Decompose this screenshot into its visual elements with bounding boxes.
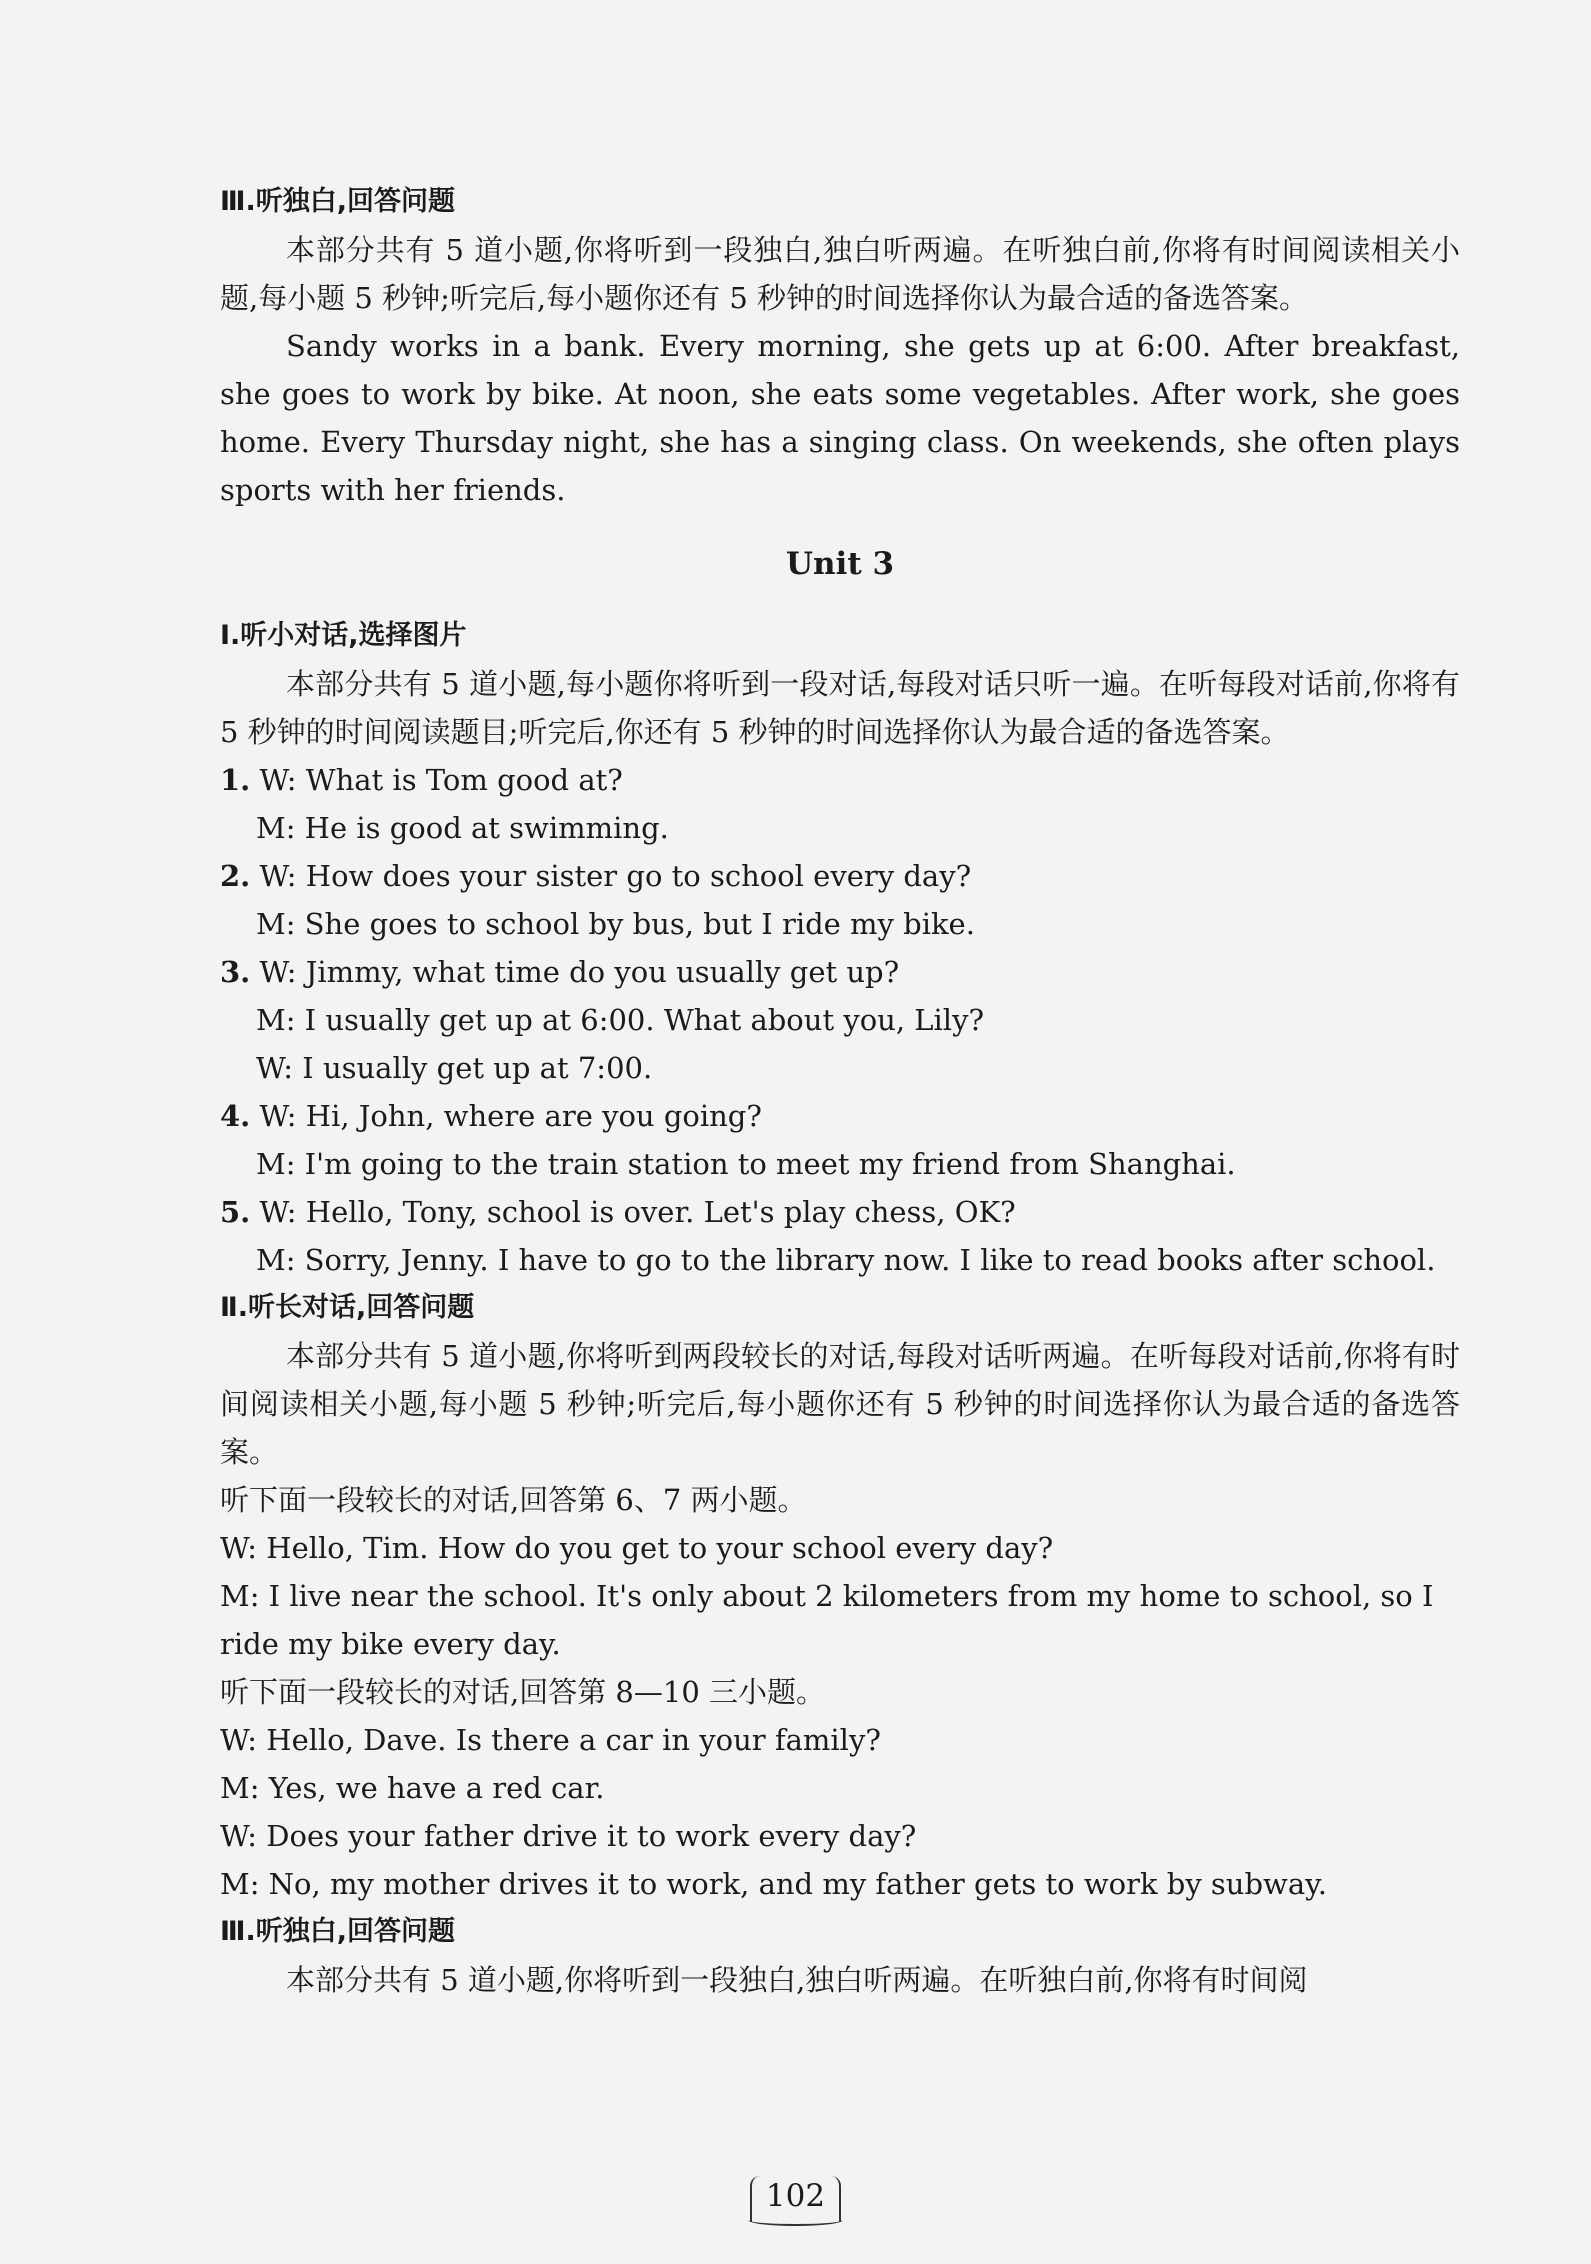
part3-instruction: 本部分共有 5 道小题,你将听到一段独白,独白听两遍。在听独白前,你将有时间阅 bbox=[286, 1963, 1308, 1997]
dialogue-4 bbox=[220, 1092, 1460, 1188]
dialogue-line: W: I usually get up at 7:00. bbox=[256, 1051, 653, 1085]
dialog2-intro: 听下面一段较长的对话,回答第 8—10 三小题。 bbox=[220, 1675, 826, 1709]
dialogue-line: M: No, my mother drives it to work, and my father gets to work by subway. bbox=[220, 1867, 1327, 1901]
dialogue-5 bbox=[220, 1188, 1460, 1284]
dialogue-line: M: I live near the school. It's only about 2 kilometers from my home to school, so I ride my bike every day. bbox=[220, 1579, 1434, 1661]
dialogue-line: M: I'm going to the train station to meet my friend from Shanghai. bbox=[256, 1147, 1236, 1181]
dialogue-line: M: He is good at swimming. bbox=[256, 811, 669, 845]
section-heading: Ⅲ.听独白,回答问题 bbox=[220, 186, 456, 217]
dialogue-line: W: Hi, John, where are you going? bbox=[259, 1099, 762, 1133]
unit-title: Unit 3 bbox=[785, 546, 895, 582]
page-footer bbox=[0, 2176, 1591, 2222]
dialogue-line: W: Does your father drive it to work every day? bbox=[220, 1819, 917, 1853]
dialogue-line: W: Hello, Dave. Is there a car in your family? bbox=[220, 1723, 881, 1757]
page-content bbox=[220, 178, 1460, 2004]
dialogue-1 bbox=[220, 756, 1460, 852]
monologue-passage: Sandy works in a bank. Every morning, she gets up at 6:00. After breakfast, she goes to work by bike. At noon, she eats some vegetables. After work, she goes home. Every Thursday night, she has a singing class. On weekends, she often plays sports with her friends. bbox=[220, 329, 1460, 507]
dialogue-3 bbox=[220, 948, 1460, 1092]
page-number: 102 bbox=[750, 2176, 841, 2222]
dialogue-line: M: Yes, we have a red car. bbox=[220, 1771, 605, 1805]
part2-instruction: 本部分共有 5 道小题,你将听到两段较长的对话,每段对话听两遍。在听每段对话前,你将有时间阅读相关小题,每小题 5 秒钟;听完后,每小题你还有 5 秒钟的时间选择你认为最合适的备选答案。 bbox=[220, 1339, 1460, 1469]
dialogue-line: W: What is Tom good at? bbox=[259, 763, 623, 797]
question-number: 4. bbox=[220, 1099, 251, 1133]
part1-heading: Ⅰ.听小对话,选择图片 bbox=[220, 620, 467, 651]
dialogue-line: W: Jimmy, what time do you usually get up? bbox=[259, 955, 900, 989]
question-number: 3. bbox=[220, 955, 251, 989]
dialogue-line: M: I usually get up at 6:00. What about you, Lily? bbox=[256, 1003, 985, 1037]
question-number: 1. bbox=[220, 763, 251, 797]
dialog1-intro: 听下面一段较长的对话,回答第 6、7 两小题。 bbox=[220, 1483, 807, 1517]
part2-heading: Ⅱ.听长对话,回答问题 bbox=[220, 1292, 475, 1323]
dialogue-2 bbox=[220, 852, 1460, 948]
dialogue-line: M: She goes to school by bus, but I ride my bike. bbox=[256, 907, 975, 941]
part3-heading: Ⅲ.听独白,回答问题 bbox=[220, 1916, 456, 1947]
dialogue-line: M: Sorry, Jenny. I have to go to the library now. I like to read books after school. bbox=[256, 1243, 1436, 1277]
part1-instruction: 本部分共有 5 道小题,每小题你将听到一段对话,每段对话只听一遍。在听每段对话前,你将有 5 秒钟的时间阅读题目;听完后,你还有 5 秒钟的时间选择你认为最合适的备选答案。 bbox=[220, 667, 1460, 749]
dialogue-line: W: How does your sister go to school every day? bbox=[259, 859, 972, 893]
section-instruction: 本部分共有 5 道小题,你将听到一段独白,独白听两遍。在听独白前,你将有时间阅读相关小题,每小题 5 秒钟;听完后,每小题你还有 5 秒钟的时间选择你认为最合适的备选答案。 bbox=[220, 233, 1460, 315]
question-number: 2. bbox=[220, 859, 251, 893]
dialogue-line: W: Hello, Tim. How do you get to your school every day? bbox=[220, 1531, 1054, 1565]
question-number: 5. bbox=[220, 1195, 251, 1229]
dialogue-line: W: Hello, Tony, school is over. Let's play chess, OK? bbox=[259, 1195, 1016, 1229]
